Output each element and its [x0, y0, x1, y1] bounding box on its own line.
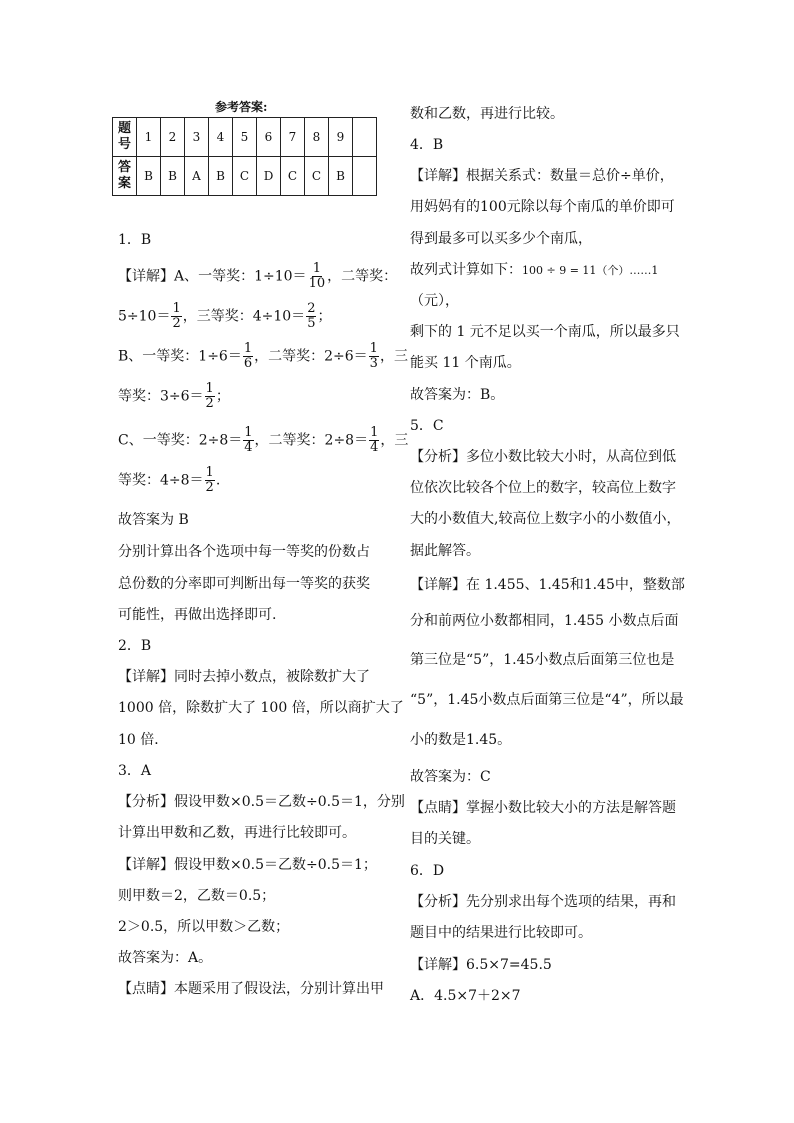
table-row-numbers — [113, 118, 377, 157]
text-line: 小的数是1.4̇5̇。 — [410, 732, 512, 748]
table-cell: 2 — [161, 118, 185, 157]
row-header-number: 题 号 — [113, 118, 137, 157]
fraction: $\frac{1}{2}$ — [172, 301, 181, 331]
text-line: 【详解】根据关系式：数量＝总价÷单价， — [410, 168, 674, 184]
answer-table-title: 参考答案: — [215, 100, 268, 114]
table-cell: C — [305, 157, 329, 196]
table-cell: 9 — [329, 118, 353, 157]
text-line: 可能性，再做出选择即可. — [118, 607, 277, 623]
text-line: 【详解】假设甲数×0.5＝乙数÷0.5＝1； — [118, 857, 377, 873]
text-line: 【点睛】本题采用了假设法，分别计算出甲 — [118, 981, 384, 997]
row-header-answer: 答 案 — [113, 157, 137, 196]
table-cell: C — [281, 157, 305, 196]
text-line: （元）， — [410, 293, 459, 309]
text-line: 用妈妈有的100元除以每个南瓜的单价即可 — [410, 199, 675, 215]
text-line: 位依次比较各个位上的数字，较高位上数字 — [410, 480, 676, 496]
table-cell: 5 — [233, 118, 257, 157]
text-line: 目的关键。 — [410, 831, 480, 847]
table-cell: B — [209, 157, 233, 196]
text-line: 【点睛】掌握小数比较大小的方法是解答题 — [410, 800, 676, 816]
text-line: 分别计算出各个选项中每一等奖的份数占 — [118, 544, 370, 560]
answer-heading: 2．B — [118, 638, 152, 654]
text-line: 故答案为：B。 — [410, 387, 505, 403]
fraction: $\frac{1}{4}$ — [244, 425, 253, 455]
text-line: 分和前两位小数都相同，1.455 小数点后面 — [410, 613, 679, 629]
text-line: 【详解】同时去掉小数点，被除数扩大了 — [118, 669, 370, 685]
table-cell — [353, 118, 377, 157]
text-line: 剩下的 1 元不足以买一个南瓜，所以最多只 — [410, 324, 680, 340]
fraction: $\frac{1}{4}$ — [370, 425, 379, 455]
text-line: 1000 倍，除数扩大了 100 倍，所以商扩大了 — [118, 700, 404, 716]
answer-heading: 3．A — [118, 763, 152, 779]
text-line: 2＞0.5，所以甲数＞乙数； — [118, 919, 290, 935]
text-line: 10 倍． — [118, 732, 169, 748]
text-line: B、一等奖：1÷6＝ $\frac{1}{6}$ ，二等奖：2÷6＝ $\frac{1}{3}$ ，三 — [118, 341, 408, 371]
table-row-answers — [113, 157, 377, 196]
text-line: C、一等奖：2÷8＝ $\frac{1}{4}$ ，二等奖：2÷8＝ $\frac{1}{4}$ ，三 — [118, 425, 409, 455]
text-line: 得到最多可以买多少个南瓜， — [410, 231, 592, 247]
text-line: 故答案为：C — [410, 769, 491, 785]
fraction: $\frac{1}{10}$ — [308, 261, 326, 291]
answer-table — [112, 117, 377, 196]
text-line: 故答案为：A。 — [118, 950, 213, 966]
table-cell: 6 — [257, 118, 281, 157]
text-line: 等奖：3÷6＝ $\frac{1}{2}$ ； — [118, 381, 230, 411]
fraction: $\frac{1}{2}$ — [205, 465, 214, 495]
text-line: 【详解】A、一等奖：1÷10＝ $\frac{1}{10}$ ，二等奖： — [118, 261, 398, 291]
text-line: 等奖：4÷8＝ $\frac{1}{2}$ . — [118, 465, 221, 495]
text-line: 据此解答。 — [410, 543, 480, 559]
fraction: $\frac{1}{3}$ — [369, 341, 378, 371]
text-line: 【分析】多位小数比较大小时，从高位到低 — [410, 449, 676, 465]
text-line: 【详解】6.5×7=45.5 — [410, 957, 552, 973]
text-line: 故列式计算如下：100 ÷ 9 = 11（个）……1 — [410, 262, 659, 278]
text-line: 计算出甲数和乙数，再进行比较即可。 — [118, 825, 356, 841]
answer-heading: 5．C — [410, 418, 444, 434]
table-cell: 7 — [281, 118, 305, 157]
fraction: $\frac{1}{6}$ — [243, 341, 253, 371]
text-line: 题目中的结果进行比较即可。 — [410, 925, 592, 941]
text-line: 数和乙数，再进行比较。 — [410, 106, 564, 122]
table-cell: D — [257, 157, 281, 196]
fraction: $\frac{2}{5}$ — [307, 301, 316, 331]
text-line: 第三位是“5”，1.45̇小数点后面第三位也是 — [410, 652, 675, 668]
text-line: A．4.5×7＋2×7 — [410, 988, 521, 1004]
answer-heading: 6．D — [410, 863, 445, 879]
text-line: 能买 11 个南瓜。 — [410, 355, 521, 371]
table-cell: B — [329, 157, 353, 196]
text-line: 总份数的分率即可判断出每一等奖的获奖 — [118, 576, 370, 592]
text-line: 【分析】假设甲数×0.5＝乙数÷0.5＝1，分别 — [118, 794, 405, 810]
table-cell: 1 — [137, 118, 161, 157]
text-line: 大的小数值大,较高位上数字小的小数值小， — [410, 511, 681, 527]
table-cell: 3 — [185, 118, 209, 157]
table-cell: B — [161, 157, 185, 196]
table-cell: 4 — [209, 118, 233, 157]
table-cell — [353, 157, 377, 196]
answer-heading: 1．B — [118, 232, 152, 248]
text-line: 则甲数＝2，乙数＝0.5； — [118, 888, 276, 904]
table-cell: B — [137, 157, 161, 196]
text-line: “5”，1.4̇5̇小数点后面第三位是“4”，所以最 — [410, 692, 684, 708]
text-line: 【详解】在 1.455、1.45̇和1.4̇5̇中，整数部 — [410, 577, 685, 593]
text-line: 故答案为 B — [118, 512, 189, 528]
answer-heading: 4．B — [410, 137, 444, 153]
fraction: $\frac{1}{2}$ — [205, 381, 214, 411]
text-line: 5÷10＝ $\frac{1}{2}$ ，三等奖：4÷10＝ $\frac{2}{5}$ ； — [118, 301, 332, 331]
text-line: 【分析】先分别求出每个选项的结果，再和 — [410, 894, 676, 910]
table-cell: A — [185, 157, 209, 196]
table-cell: 8 — [305, 118, 329, 157]
table-cell: C — [233, 157, 257, 196]
